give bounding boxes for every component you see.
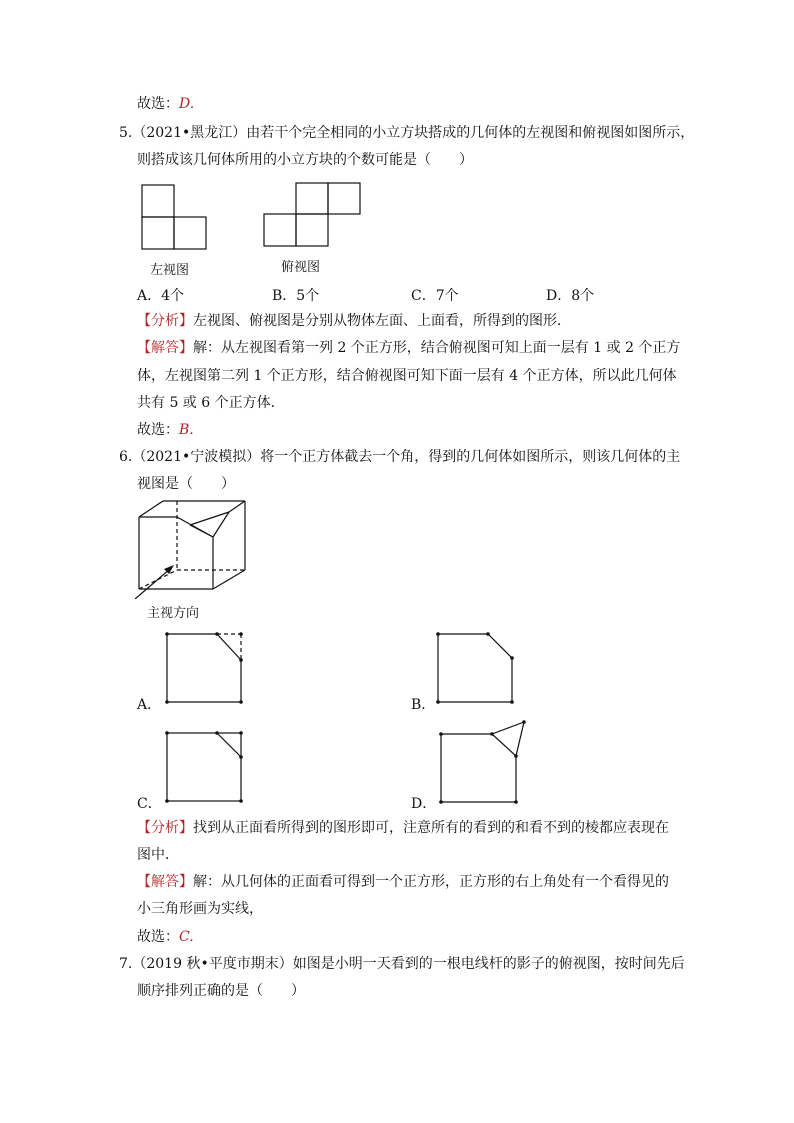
q6-option-d-letter: D． (411, 796, 437, 812)
q5-option-a: A．4个 (137, 288, 185, 304)
q6-option-a-letter: A． (137, 697, 162, 713)
q7-stem-line2: 顺序排列正确的是（ ） (137, 983, 305, 999)
analysis-tag: 【分析】 (137, 820, 193, 836)
q6-cube-figure (130, 497, 260, 599)
q6-solution-line2: 小三角形画为实线， (137, 901, 263, 917)
q6-stem-line1: 6.（2021•宁波模拟）将一个正方体截去一个角，得到的几何体如图所示，则该几何体的主 (119, 449, 681, 465)
analysis-tag: 【分析】 (137, 313, 193, 329)
question-stem: 由若干个完全相同的小立方块搭成的几何体的左视图和俯视图如图所示， (246, 125, 695, 141)
q6-option-c-figure (162, 729, 246, 805)
question-number: 5. (119, 125, 133, 141)
q4-answer-line (137, 95, 194, 113)
q6-option-b-letter: B． (411, 697, 436, 713)
q6-option-b-figure (433, 630, 517, 706)
top-view-label: 俯视图 (281, 260, 321, 275)
solution-tag: 【解答】 (137, 874, 193, 890)
q5-left-view-figure (140, 184, 210, 250)
q5-top-view-figure (262, 182, 364, 248)
q5-option-d: D．8个 (546, 288, 595, 304)
answer-letter: D. (179, 96, 195, 112)
answer-prefix: 故选： (137, 96, 179, 112)
q6-answer-line: 故选：C. (137, 929, 194, 945)
question-source: （2021•黑龙江） (132, 125, 247, 141)
q5-solution-line2: 体，左视图第二列 1 个正方形，结合俯视图可知下面一层有 4 个正方体，所以此几何体 (137, 368, 677, 384)
question-number: 6. (119, 449, 133, 465)
q6-option-d-figure (437, 718, 527, 806)
q5-option-c: C．7个 (411, 288, 459, 304)
q6-option-a-figure (162, 630, 246, 706)
q5-option-b: B．5个 (272, 288, 320, 304)
question-source: （2021•宁波模拟） (132, 449, 261, 465)
q6-analysis-line2: 图中． (137, 847, 179, 863)
q5-answer-line: 故选：B. (137, 422, 194, 438)
q7-stem-line1: 7.（2019 秋•平度市期末）如图是小明一天看到的一根电线杆的影子的俯视图，按时间先后 (119, 956, 685, 972)
solution-tag: 【解答】 (137, 340, 193, 356)
q5-analysis: 【分析】左视图、俯视图是分别从物体左面、上面看，所得到的图形． (137, 313, 571, 329)
front-view-direction-label: 主视方向 (147, 606, 200, 621)
q5-stem-line2: 则搭成该几何体所用的小立方块的个数可能是（ ） (137, 152, 473, 168)
q5-solution-line3: 共有 5 或 6 个正方体． (137, 395, 285, 411)
q6-option-c-letter: C． (137, 796, 162, 812)
q6-stem-line2: 视图是（ ） (137, 476, 235, 492)
q5-solution-line1: 【解答】解：从左视图看第一列 2 个正方形，结合俯视图可知上面一层有 1 或 2 个正方 (137, 340, 681, 356)
q5-stem-line1 (119, 124, 694, 142)
question-source: （2019 秋•平度市期末） (132, 956, 293, 972)
q6-analysis-line1: 【分析】找到从正面看所得到的图形即可，注意所有的看到的和看不到的棱都应表现在 (137, 820, 669, 836)
left-view-label: 左视图 (150, 263, 190, 278)
question-number: 7. (119, 956, 133, 972)
q6-solution-line1: 【解答】解：从几何体的正面看可得到一个正方形，正方形的右上角处有一个看得见的 (137, 874, 669, 890)
